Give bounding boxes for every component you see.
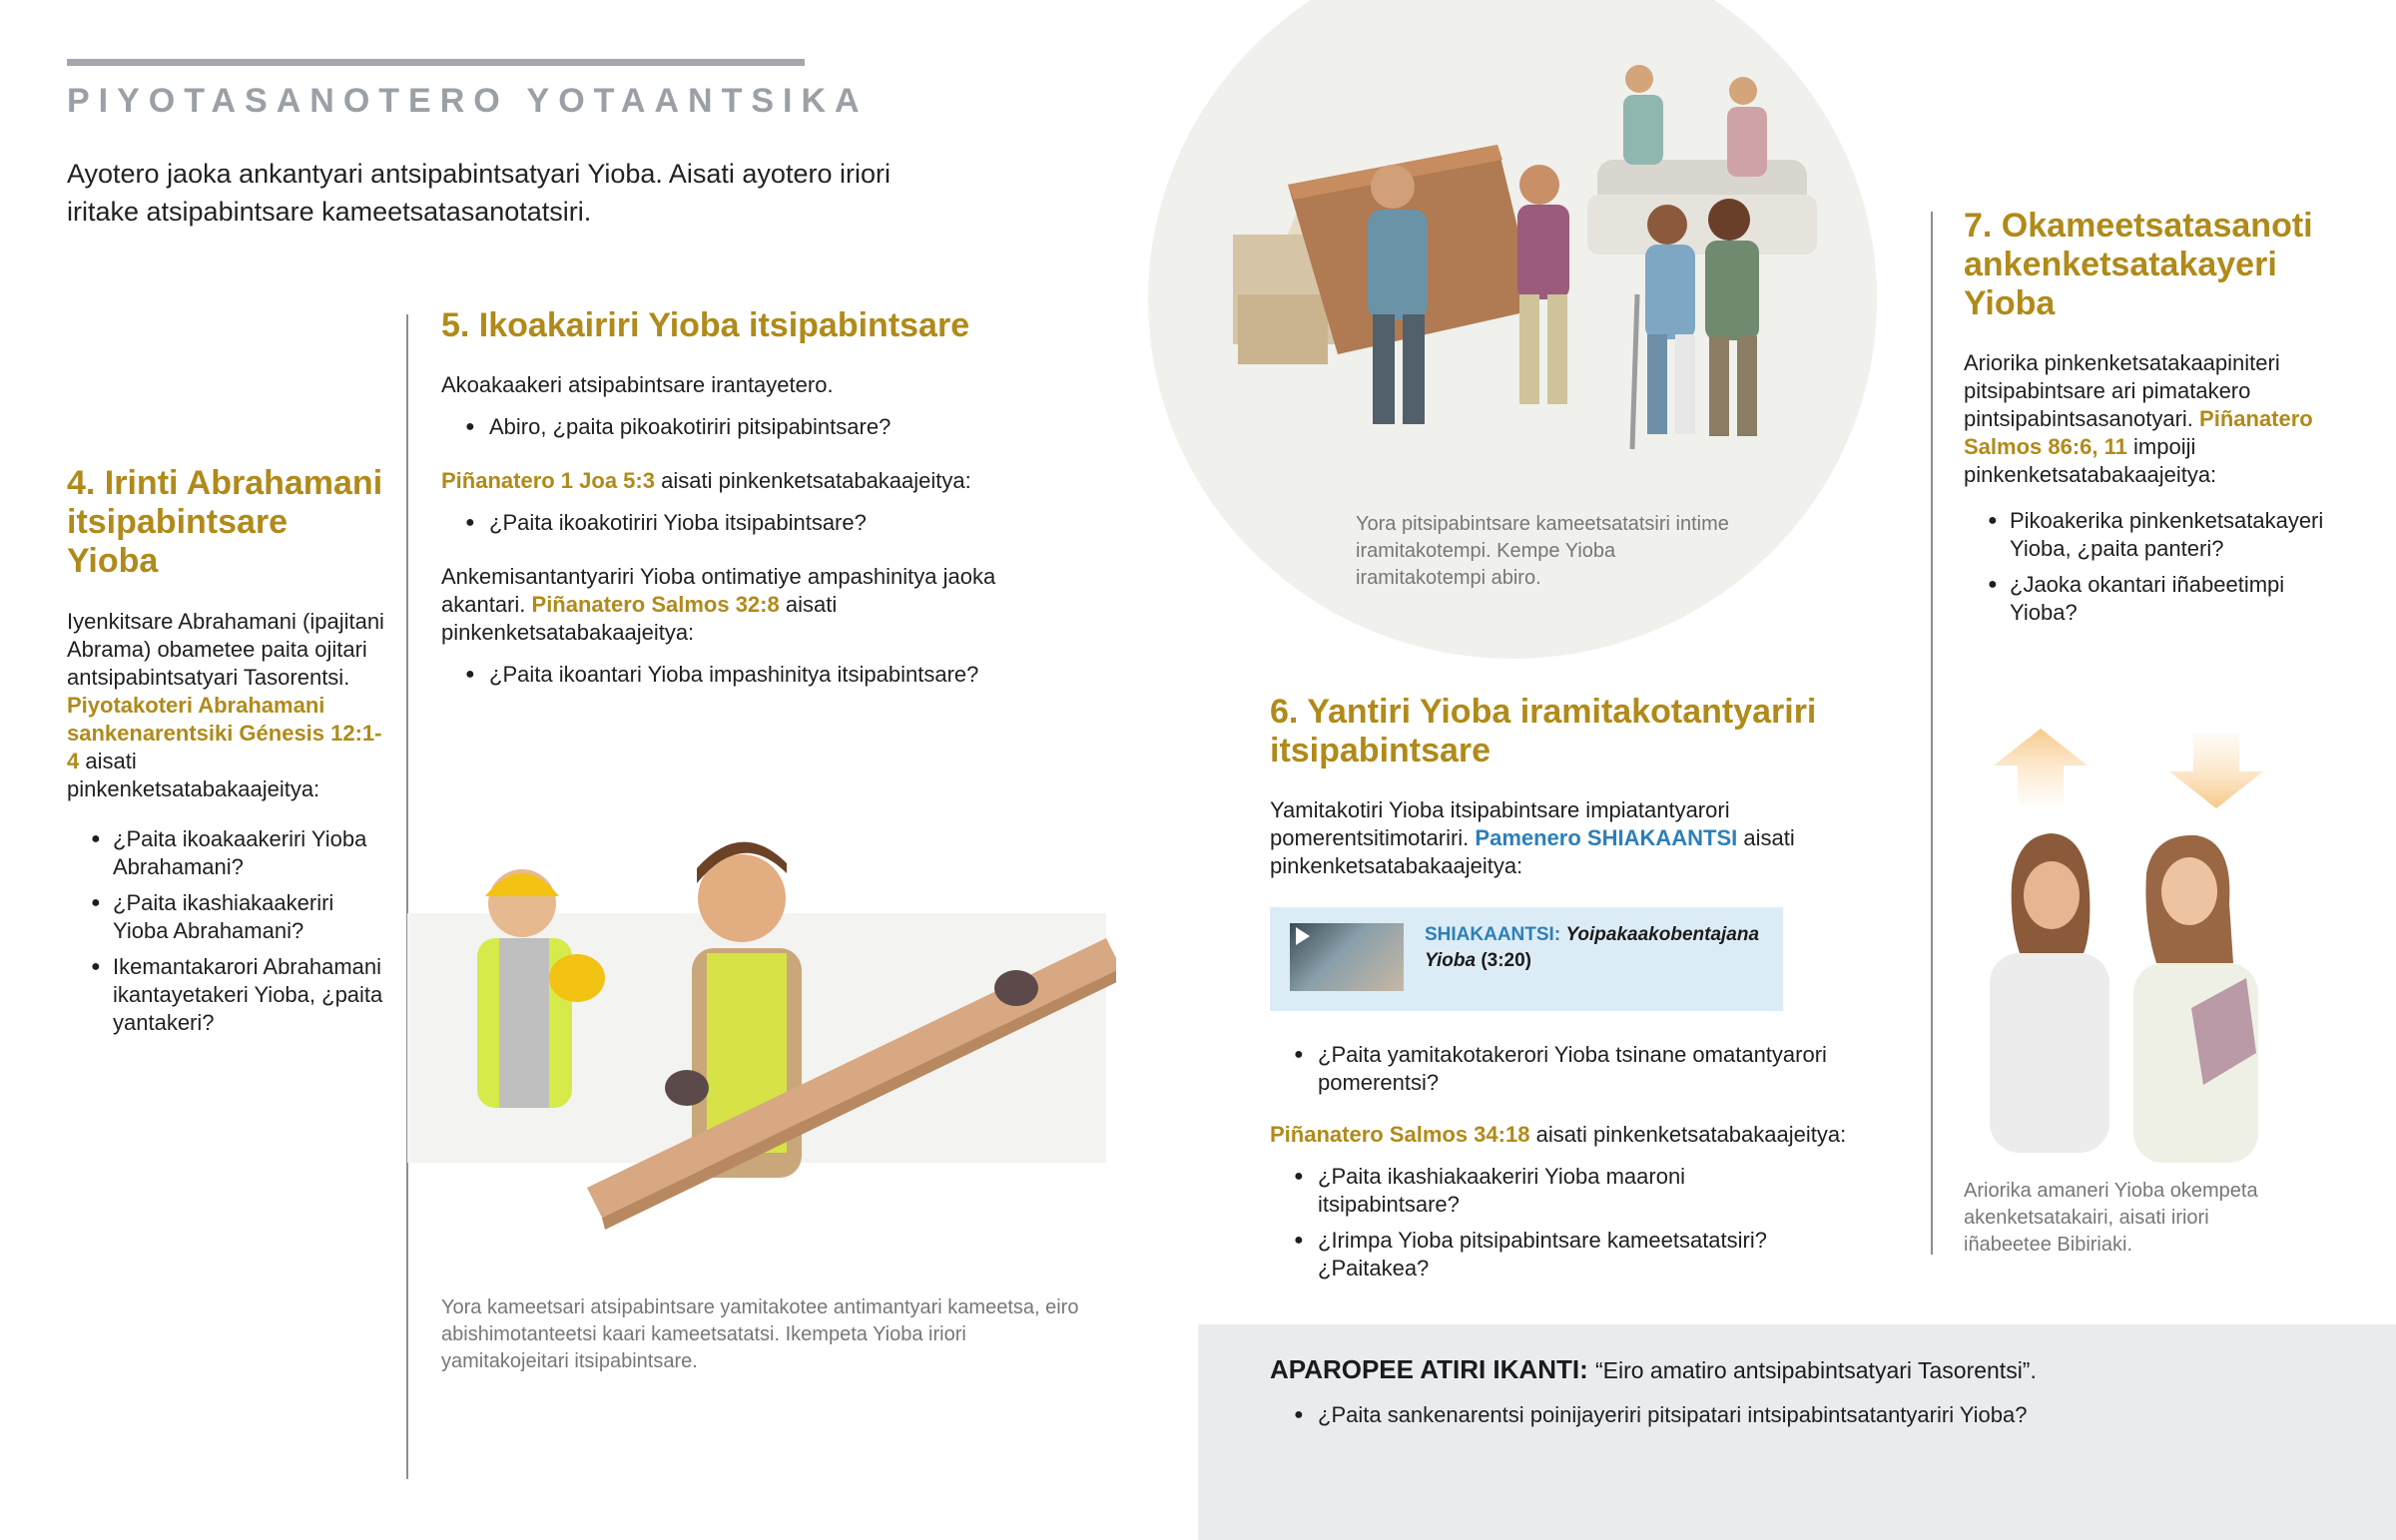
section-7 [1964,207,2333,649]
header-rule [67,59,805,66]
section-5-bullets-2 [441,509,1060,537]
prayer-reading-illustration-svg [1972,724,2311,1193]
section-5-bullets-3 [441,661,1060,689]
intro-text: Ayotero jaoka ankantyari antsipabintsatyari Yioba. Aisati ayotero iriori iritake atsipabintsare kameetsatasanotatsiri. [67,159,891,227]
section-5-heading: 5. Ikoakairiri Yioba itsipabintsare [441,306,970,344]
section-7-bullets [1964,507,2333,627]
section-6-watch-link[interactable]: Pamenero SHIAKAANTSI [1475,825,1738,850]
column-divider [1931,212,1933,1255]
section-6-scripture-ref[interactable]: Piñanatero Salmos 34:18 [1270,1122,1530,1147]
section-4-scripture-ref[interactable]: Piyotakoteri Abrahamani sankenarentsiki Génesis 12:1-4 [67,693,382,773]
video-duration: (3:20) [1481,950,1531,971]
section-6-caption: Yora pitsipabintsare kameetsatatsiri intime iramitakotempi. Kempe Yioba iramitakotempi abiro. [1356,513,1729,589]
section-5-scripture-ref-2[interactable]: Piñanatero Salmos 32:8 [531,592,780,617]
section-7-caption: Ariorika amaneri Yioba okempeta akenketsatakairi, aisati iriori iñabeetee Bibiriaki. [1964,1180,2258,1256]
section-6 [1270,693,1909,1304]
section-5-bullets-1 [441,413,1060,441]
list-item: ● ¿Jaoka okantari iñabeetimpi Yioba? [1964,571,2333,627]
section-6-ref-line: Piñanatero Salmos 34:18 aisati pinkenketsatabakaajeitya: [1270,1122,1847,1147]
section-4-heading: 4. Irinti Abrahamani itsipabintsare Yioba [67,464,383,580]
section-7-scripture-ref[interactable]: Piñanatero Salmos 86:6, 11 [1964,406,2313,459]
list-item: ● Pikoakerika pinkenketsatakayeri Yioba, ¿paita panteri? [1964,507,2333,563]
section-5-paragraph-1: Akoakaakeri atsipabintsare irantayetero. [441,372,834,397]
list-item: ● ¿Paita sankenarentsi poinijayeriri pitsipatari intsipabintsatantyariri Yioba? [1270,1401,2368,1429]
section-5 [441,306,1060,711]
list-item: ● ¿Paita ikashiakaakeriri Yioba Abrahamani? [67,889,386,945]
section-4-paragraph: Iyenkitsare Abrahamani (ipajitani Abrama) obametee paita ojitari antsipabintsatyari Tasorentsi. Piyotakoteri Abrahamani sankenarentsiki Génesis 12:1-4 aisati pinkenketsatabakaajeitya: [67,609,384,801]
friends-illustration [1228,55,1827,484]
video-title[interactable]: Yoipakaakobentajana Yioba [1425,924,1760,971]
section-5-caption: Yora kameetsari atsipabintsare yamitakotee antimantyari kameetsa, eiro abishimotanteetsi kaari kameetsatatsi. Ikempeta Yioba iriori yamitakojeitari itsipabintsare. [441,1296,1079,1372]
prayer-reading-illustration [1972,724,2311,1193]
objection-quote: “Eiro amatiro antsipabintsatyari Tasorentsi”. [1594,1357,2037,1383]
section-7-paragraph: Ariorika pinkenketsatakaapiniteri pitsipabintsare ari pimatakero pintsipabintsasanotyari. Piñanatero Salmos 86:6, 11 impoiji pinkenketsatabakaajeitya: [1964,350,2313,487]
list-item: ● ¿Irimpa Yioba pitsipabintsare kameetsatatsiri? ¿Paitakea? [1270,1227,1829,1283]
workers-illustration-svg [407,828,1116,1278]
section-6-bullets-2 [1270,1163,1829,1283]
video-thumbnail[interactable] [1290,923,1404,991]
friends-illustration-svg [1228,55,1827,484]
section-5-paragraph-2: Ankemisantantyariri Yioba ontimatiye ampashinitya jaoka akantari. Piñanatero Salmos 32:8 aisati pinkenketsatabakaajeitya: [441,564,996,645]
section-4 [67,464,386,1059]
section-6-paragraph: Yamitakotiri Yioba itsipabintsare impiatantyarori pomerentsitimotariri. Pamenero SHIAKAANTSI aisati pinkenketsatabakaajeitya: [1270,797,1795,878]
play-icon[interactable] [1296,927,1310,945]
list-item: ● Ikemantakarori Abrahamani ikantayetakeri Yioba, ¿paita yantakeri? [67,953,386,1037]
list-item: ● ¿Paita ikashiakaakeriri Yioba maaroni itsipabintsare? [1270,1163,1829,1219]
list-item: ● ¿Paita ikoantari Yioba impashinitya itsipabintsare? [441,661,1060,689]
workers-illustration [407,828,1116,1278]
objection-line [1270,1352,2368,1387]
video-card[interactable] [1270,907,1783,1011]
list-item: ● Abiro, ¿paita pikoakotiriri pitsipabintsare? [441,413,1060,441]
series-title: PIYOTASANOTERO YOTAANTSIKA [67,82,869,120]
section-6-heading: 6. Yantiri Yioba iramitakotantyariri itsipabintsare [1270,693,1817,770]
section-6-bullets-1 [1270,1041,1879,1097]
video-label: SHIAKAANTSI: [1425,924,1561,945]
objection-label: APAROPEE ATIRI IKANTI: [1270,1354,1588,1384]
list-item: ● ¿Paita ikoakaakeriri Yioba Abrahamani? [67,825,386,881]
video-text [1425,922,1774,974]
objection-box [1270,1352,2368,1451]
list-item: ● ¿Paita ikoakotiriri Yioba itsipabintsare? [441,509,1060,537]
list-item: ● ¿Paita yamitakotakerori Yioba tsinane omatantyarori pomerentsi? [1270,1041,1879,1097]
section-7-heading: 7. Okameetsatasanoti ankenketsatakayeri Yioba [1964,207,2313,322]
section-4-questions [67,825,386,1037]
objection-bullets [1270,1401,2368,1429]
section-5-ref-line-1: Piñanatero 1 Joa 5:3 aisati pinkenketsatabakaajeitya: [441,468,971,493]
section-5-scripture-ref-1[interactable]: Piñanatero 1 Joa 5:3 [441,468,655,493]
